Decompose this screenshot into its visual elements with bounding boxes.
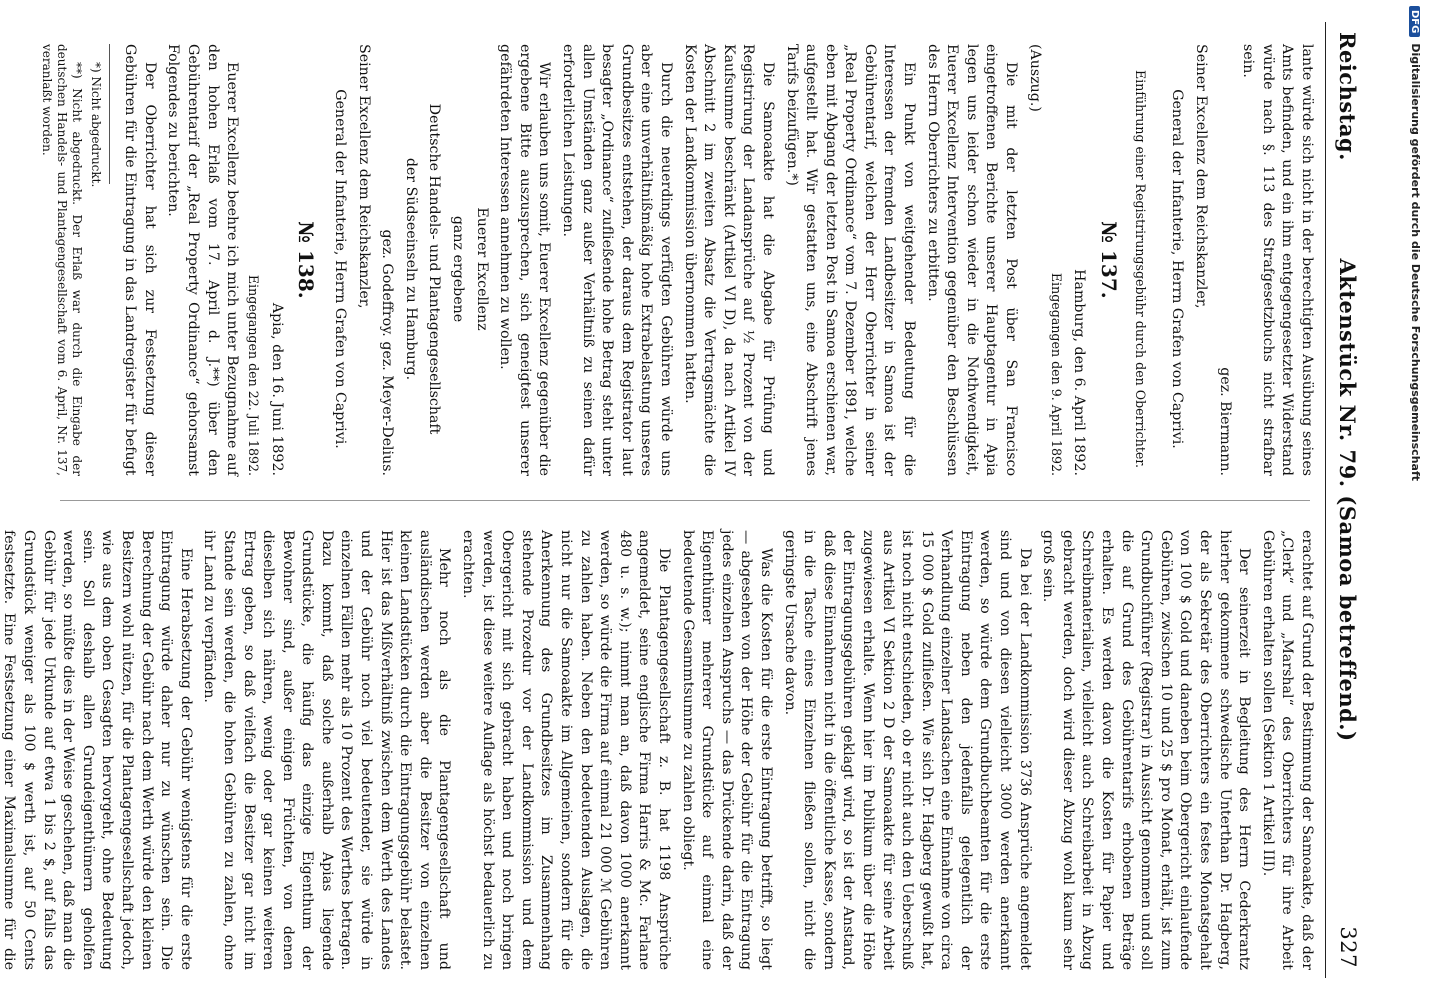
paragraph: Durch die neuerdings verfügten Gebühren würde uns aber eine unverhältnißmäßig hohe Extrabelastung unseres Grundbesitzes entstehen, der daraus dem Registrator laut besagter „Ordinance“ zufließende hohe Betrag steht unter allen Umständen ganz außer Verhältniß zu seinen dafür erforderlichen Leistungen. <box>560 44 674 476</box>
paragraph: Der seinerzeit in Begleitung des Herrn Cederkrantz hierher gekommene schwedische Unterthan Dr. Hagberg, der als Sekretär des Oberrichters ein festes Monatsgehalt von 100 $ Gold und daneben beim Obergericht einlaufende Gebühren, zwischen 10 und 25 $ pro Monat, erhält, ist zum Grundbuchführer (Registrar) in Aussicht genommen und soll die auf Grund des Gebührentarifs erhobenen Beträge erhalten. Es werden davon die Kosten für Papier und Schreibmaterialien, vielleicht auch Schreibarbeit in Abzug gebracht werden, doch wird dieser Abzug wohl kaum sehr groß sein. <box>1040 530 1253 970</box>
footnote: *) Nicht abgedruckt. <box>88 62 103 188</box>
digitization-credit-text: Digitalisierung gefördert durch die Deutsche Forschungsgemeinschaft <box>1409 43 1422 482</box>
addressee-line: General der Infanterie, Herrn Grafen von Caprivi. <box>332 89 349 449</box>
running-header <box>1325 22 1368 978</box>
addressee-line: Seiner Excellenz dem Reichskanzler, <box>355 44 372 309</box>
company-name: Deutsche Handels- und Plantagengesellschaft <box>426 103 443 435</box>
closing-line: Euerer Excellenz <box>473 207 490 331</box>
addressee-line: Seiner Excellenz dem Reichskanzler, <box>1193 44 1210 309</box>
place-date: Apia, den 16. Juni 1892. <box>268 302 285 476</box>
received-date: Eingegangen den 22. Juli 1892. <box>246 274 262 476</box>
signature: gez. Godeffroy. gez. Meyer-Delius. <box>379 229 396 476</box>
paragraph: Euerer Excellenz beehre ich mich unter Bezugnahme auf den hohen Erlaß vom 17. April d. J.**) über den Gebührentarif der „Real Property Ordinance“ gehorsamst Folgendes zu berichten. <box>165 44 241 476</box>
footnote-rule <box>109 44 110 184</box>
page-number: 327 <box>1336 926 1360 968</box>
dfg-logo: DFG <box>1409 6 1420 37</box>
enclosure-note: Einführung einer Registrirungsgebühr durch den Oberrichter. <box>1132 70 1148 468</box>
left-column <box>40 44 1316 476</box>
document-number: № 138. <box>294 221 319 299</box>
footnote: **) Nicht abgedruckt. Der Erlaß war durch die Eingabe der deutschen Handels- und Plantagengesellschaft vom 6. April, Nr. 137, veranlaßt worden. <box>39 44 84 476</box>
addressee-line: General der Infanterie, Herrn Grafen von Caprivi. <box>1169 89 1186 449</box>
signature: gez. Biermann. <box>1216 367 1233 476</box>
document-number: № 137. <box>1096 221 1121 299</box>
closing-line: ganz ergebene <box>450 215 467 323</box>
right-column <box>1 530 1316 970</box>
paragraph: Was die Kosten für die erste Eintragung betrifft, so liegt — abgesehen von der Höhe der Gebühr für die Eintragung jedes einzelnen Anspruchs — das Drückende darin, daß der Eigenthümer mehrerer Grundstücke auf einmal eine bedeutende Gesammtsumme zu zahlen obliegt. <box>679 530 774 970</box>
place-date: Hamburg, den 6. April 1892. <box>1071 269 1088 476</box>
digitization-credit <box>1409 6 1422 481</box>
paragraph: Mehr noch als die Plantagengesellschaft und ausländischen werden aber die Besitzer von einzelnen kleinen Landstücken durch die Eintragungsgebühr belastet. Hier ist das Mißverhältniß zwischen dem Werth des Landes und der Gebühr noch viel bedeutender, sie würde in einzelnen Fällen mehr als 10 Prozent des Werthes betragen. Dazu kommt, daß solche außerhalb Apias liegende Grundstücke, die häufig das einzige Eigenthum der Bewohner sind, außer einigen Früchten, von denen dieselben sich nähren, wenig oder gar keinen weiteren Ertrag geben, so daß vielfach die Besitzer gar nicht im Stande sein werden, die hohen Gebühren zu zahlen, ohne ihr Land zu verpfänden. <box>201 530 453 970</box>
column-divider <box>60 500 1310 501</box>
header-title: Aktenstück Nr. 79. (Samoa betreffend.) <box>1335 258 1360 742</box>
paragraph: Die Plantagengesellschaft z. B. hat 1198 Ansprüche angemeldet, seine englische Firma Harris & Mc. Farlane 480 u. s. w.); nimmt man an, daß davon 1000 anerkannt werden, so würde die Firma auf einmal 21 000 ℳ Gebühren zu zahlen haben. Neben den bedeutenden Auslagen, die nicht nur die Samoaakte im Allgemeinen, sondern für die Anerkennung des Grundbesitzes im Zusammenhang stehende Prozedur vor der Landkommission und dem Obergericht mit sich gebracht haben und noch bringen werden, ist diese weitere Auflage als höchst bedauerlich zu erachten. <box>460 530 672 970</box>
digitization-credit-strip <box>1398 0 1432 1000</box>
paragraph: Wir erlauben uns somit, Euerer Excellenz gegenüber die ergebene Bitte auszusprechen, sich geneigtest unserer gefährdeten Interessen annehmen zu wollen. <box>497 44 553 476</box>
company-name: der Südseeinseln zu Hamburg. <box>402 157 419 381</box>
header-left: Reichstag. <box>1335 32 1360 161</box>
paragraph: Eine Herabsetzung der Gebühr wenigstens für die erste Eintragung würde daher nur zu wünschen sein. Die Berechnung der Gebühr nach dem Werth würde den kleinen Besitzern wohl nützen, für die Plantagengesellschaft jedoch, wie aus dem oben Gesagten hervorgeht, ohne Bedeutung sein. Soll deshalb allen Grundeigenthümern geholfen werden, so müßte dies in der Weise geschehen, daß man die Gebühr für jede Urkunde auf etwa 1 bis 2 $, auf falls das Grundstück weniger als 100 $ werth ist, auf 50 Cents festsetzte. Eine Festsetzung einer Maximalsumme für die <box>1 530 194 970</box>
paragraph: Die Samoaakte hat die Abgabe für Prüfung und Registrirung der Landansprüche auf ½ Prozent von der Kaufsumme beschränkt (Artikel VI D), da nach Artikel IV Abschnitt 2 im zweiten Absatz die Vertragsmächte die Kosten der Landkommission übernommen hatten. <box>681 44 776 476</box>
paragraph: erachtet auf Grund der Bestimmung der Samoaakte, daß der „Clerk“ und „Marshal“ des Oberrichters für ihre Arbeit Gebühren erhalten sollen (Sektion 1 Artikel III). <box>1259 530 1315 970</box>
paragraph: Ein Punkt von weitgehender Bedeutung für die Interessen der fremden Landbesitzer in Samoa ist der Gebührentarif, welchen der Herr Oberrichter in seiner „Real Property Ordinance“ vom 7. Dezember 1891, welche eben mit Abgang der letzten Post in Samoa erschienen war, aufgestellt hat. Wir gestatten uns, eine Abschrift jenes Tarifs beizufügen.*) <box>783 44 918 476</box>
excerpt-label: (Auszug.) <box>1026 44 1043 112</box>
paragraph: lante würde sich nicht in der berechtigten Ausübung seines Amts befinden, und ein ihm entgegengesetzter Widerstand würde nach §. 113 des Strafgesetzbuchs nicht strafbar sein. <box>1240 44 1315 476</box>
paragraph: Die mit der letzten Post über San Francisco eingetroffenen Berichte unserer Hauptagentur in Apia legen uns leider schon wieder in die Nothwendigkeit, Euerer Excellenz Intervention gegenüber den Beschlüssen des Herrn Oberrichters zu erbitten. <box>924 44 1020 476</box>
received-date: Eingegangen den 9. April 1892. <box>1048 272 1064 476</box>
paragraph: Der Oberrichter hat sich zur Festsetzung dieser Gebühren für die Eintragung in das Landregister für befugt <box>122 44 158 476</box>
paragraph: Da bei der Landkommission 3736 Ansprüche angemeldet sind und von diesen vielleicht 3000 werden anerkannt werden, so würde dem Grundbuchbeamten für die erste Eintragung neben den jedenfalls gelegentlich der Verhandlung einzelner Landsachen eine Einnahme von circa 15 000 $ Gold zufließen. Wie sich Dr. Hagberg gewußt hat, ist noch nicht entschieden, ob er nicht auch den Ueberschuß aus Artikel VI Sektion 2 D der Samoaakte für seine Arbeit zugewiesen erhalte. Wenn hier im Publikum über die Höhe der Eintragungsgebühren geklagt wird, so ist der Anstand, daß diese Einnahmen nicht in die öffentliche Kasse, sondern in die Tasche eines Einzelnen fließen sollen, nicht die geringste Ursache davon. <box>781 530 1033 970</box>
